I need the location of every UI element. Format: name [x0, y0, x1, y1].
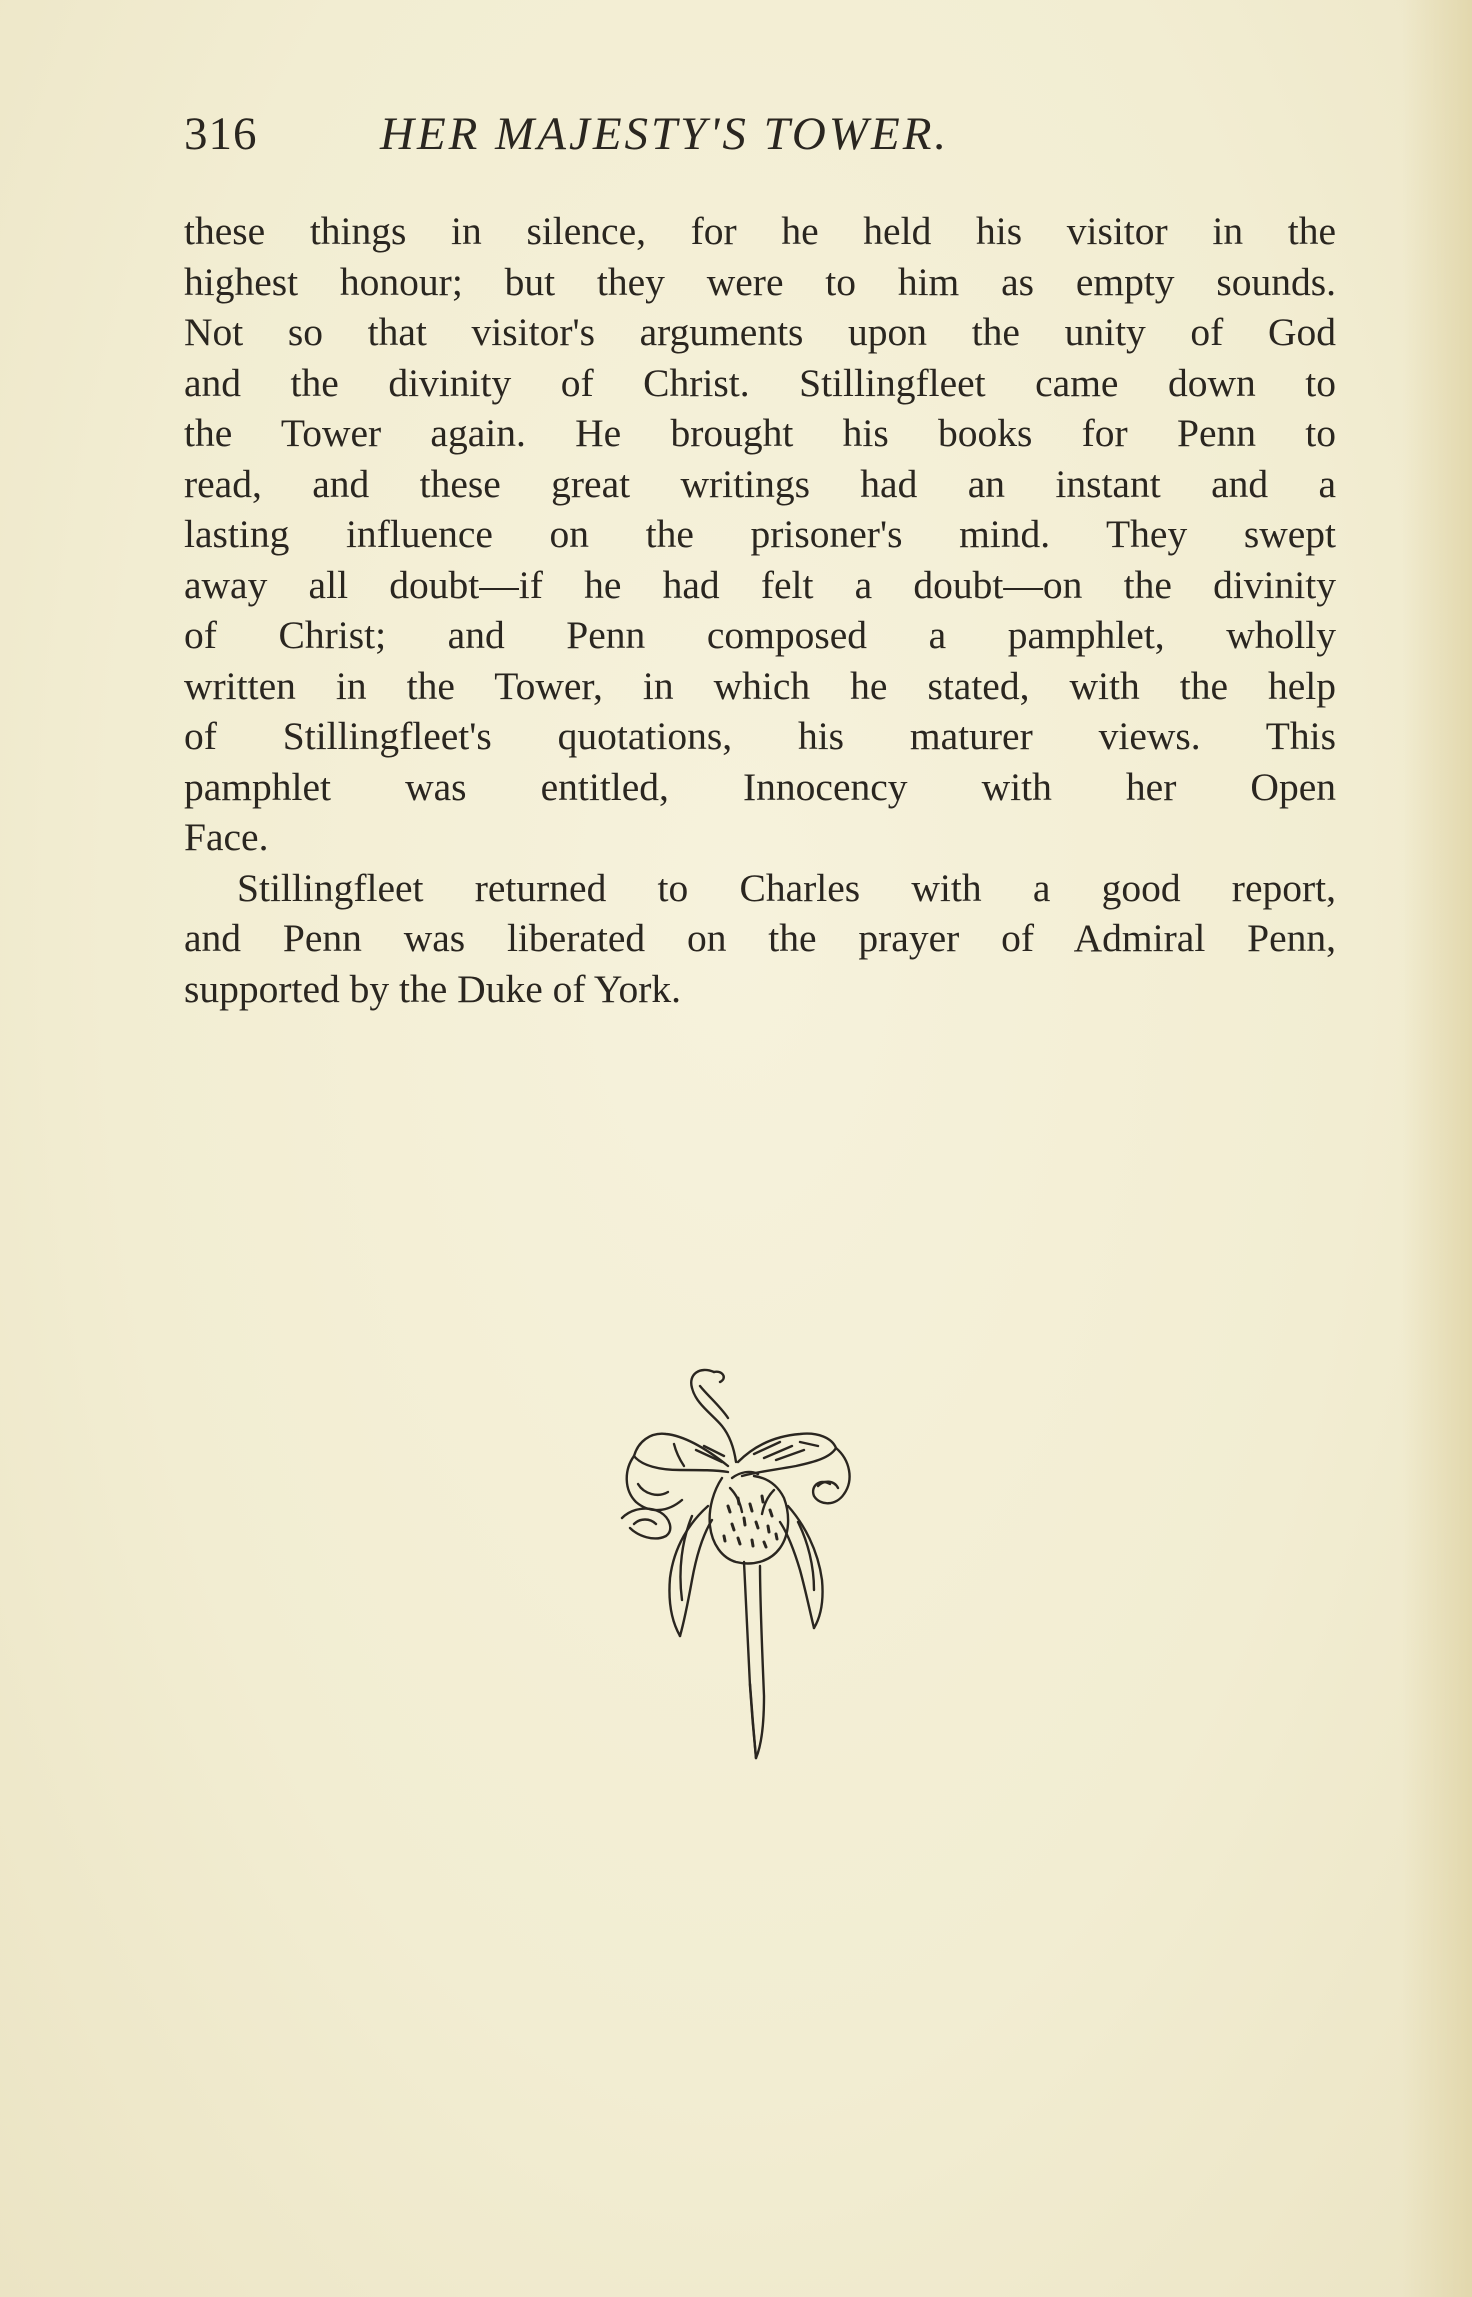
- text-line: the Tower again. He brought his books for Penn to: [184, 411, 1336, 455]
- page-number: 316: [184, 108, 258, 160]
- orchid-flower-icon: [604, 1366, 904, 1762]
- text-line: these things in silence, for he held his visitor in the: [184, 209, 1336, 253]
- text-line: supported by the Duke of York.: [184, 966, 682, 1011]
- paragraph-start-line: Stillingfleet returned to Charles with a good report,: [237, 865, 1336, 910]
- text-line: Face.: [184, 815, 269, 859]
- text-line: away all doubt—if he had felt a doubt—on the divinity: [184, 562, 1336, 607]
- text-line: highest honour; but they were to him as empty sounds.: [184, 259, 1336, 304]
- text-line: and Penn was liberated on the prayer of Admiral Penn,: [184, 916, 1336, 960]
- running-title: HER MAJESTY'S TOWER.: [380, 108, 950, 160]
- text-line: of Christ; and Penn composed a pamphlet, wholly: [184, 613, 1336, 657]
- text-line: pamphlet was entitled, Innocency with her Open: [184, 764, 1336, 809]
- text-line: lasting influence on the prisoner's mind. They swept: [184, 512, 1336, 556]
- text-line: Not so that visitor's arguments upon the unity of God: [184, 310, 1336, 354]
- text-line: of Stillingfleet's quotations, his maturer views. This: [184, 714, 1336, 758]
- running-head: [184, 104, 1336, 164]
- page-edge-shading: [1402, 0, 1472, 2297]
- body-text: [184, 206, 1336, 1014]
- text-line: and the divinity of Christ. Stillingfleet came down to: [184, 360, 1336, 405]
- text-line: written in the Tower, in which he stated, with the help: [184, 663, 1336, 708]
- text-line: read, and these great writings had an instant and a: [184, 461, 1336, 506]
